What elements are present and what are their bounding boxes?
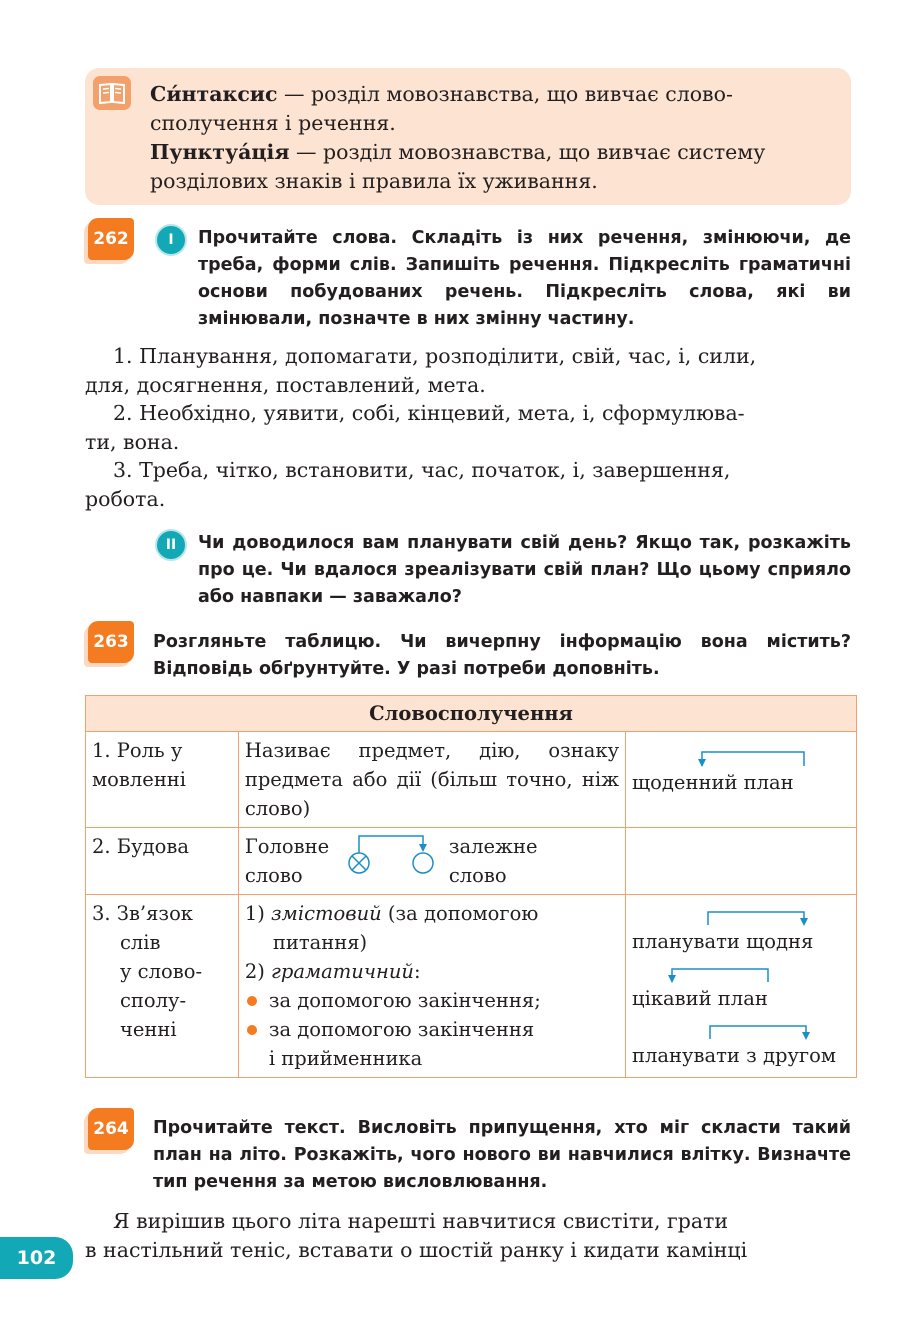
page-number: 102 (0, 1237, 73, 1279)
main-word: Головне слово (244, 835, 330, 887)
item2-term: граматичний (271, 960, 414, 983)
row2-label: 2. Будова (86, 828, 239, 895)
sentence-2b: ти, вона. (85, 429, 180, 454)
exercise-262-sentences (85, 342, 851, 513)
exercise-264-text (85, 1207, 851, 1264)
item1-term: змістовий (271, 902, 382, 925)
item1-rest2: питання) (272, 931, 368, 954)
exercise-262-task-2: Чи доводилося вам планувати свій день? Якщо так, розкажіть про це. Чи вдалося зреалізувати свій план? Що цьому сприяло або навпаки — заважало? (198, 533, 851, 607)
punct-def-2: розділових знаків і правила їх уживання. (150, 169, 598, 193)
exercise-number-262: 262 (88, 218, 134, 260)
row3-examples (626, 895, 857, 1078)
bullet-dot (247, 1025, 257, 1035)
syntax-def-1: — розділ мовознавства, що вивчає слово- (277, 82, 733, 106)
arrow-diagram (666, 966, 786, 984)
punct-def-1: — розділ мовознавства, що вивчає систему (289, 140, 766, 164)
exercise-263-task: Розгляньте таблицю. Чи вичерпну інформацію вона містить? Відповідь обґрунтуйте. У разі потреби доповніть. (153, 632, 851, 679)
item2-number: 2) (244, 960, 272, 983)
exercise-264-task: Прочитайте текст. Висловіть припущення, хто міг скласти такий план на літо. Розкажіть, чого нового ви навчилися влітку. Визначте тип речення за метою висловлювання. (153, 1118, 851, 1192)
arrow-diagram (696, 748, 816, 768)
punct-term: Пунктуа́ція (150, 140, 290, 164)
book-icon (93, 76, 131, 110)
example-2: цікавий план (632, 987, 768, 1010)
bullet-2b: і прийменника (268, 1047, 423, 1070)
sentence-2a: 2. Необхідно, уявити, собі, кінцевий, мета, і, сформулюва- (113, 401, 745, 425)
row3-label-1: 3. Зв’язок (92, 902, 193, 925)
table-header: Словосполучення (86, 696, 857, 732)
sentence-1a: 1. Планування, допомагати, розподілити, свій, час, і, сили, (113, 344, 757, 368)
word-combination-table (85, 695, 857, 1078)
row1-desc: Називає предмет, дію, ознаку предмета або дії (більш точно, ніж слово) (238, 732, 625, 828)
exercise-number-264: 264 (88, 1108, 134, 1150)
row3-label-2: слів (120, 931, 161, 954)
row3-label-5: ченні (120, 1018, 177, 1041)
syntax-def-2: сполучення і речення. (150, 111, 396, 135)
bullet-2a: за допомогою закінчення (268, 1018, 535, 1041)
row3-label-4: сполу- (120, 989, 187, 1012)
row2-empty (626, 828, 857, 895)
bullet-dot (247, 996, 257, 1006)
item2-rest: : (413, 960, 421, 983)
sentence-3b: робота. (85, 486, 166, 511)
example-3: планувати з другом (632, 1044, 837, 1067)
sentence-1b: для, досягнення, поставлений, мета. (85, 372, 486, 397)
text-line-2: в настільний теніс, вставати о шостій ранку і кидати камінці (85, 1237, 748, 1262)
syntax-term: Си́нтаксис (150, 82, 278, 106)
arrow-diagram (706, 1023, 826, 1041)
example-1: планувати щодня (632, 930, 814, 953)
definitions-text (150, 80, 840, 196)
text-line-1: Я вирішив цього літа нарешті навчитися свистіти, грати (113, 1209, 729, 1233)
sentence-3a: 3. Треба, чітко, встановити, час, початок, і, завершення, (113, 458, 731, 482)
bullet-1: за допомогою закінчення; (268, 989, 541, 1012)
arrow-diagram (704, 909, 824, 927)
row2-structure (238, 828, 625, 895)
row1-example-cell (626, 732, 857, 828)
row3-label (86, 895, 239, 1078)
exercise-number-263: 263 (88, 621, 134, 663)
row3-label-3: у слово- (120, 960, 203, 983)
row3-types (238, 895, 625, 1078)
item1-rest: (за допомогою (381, 902, 539, 925)
part-marker-1: I (155, 224, 187, 256)
exercise-262-task: Прочитайте слова. Складіть із них речення, змінюючи, де треба, форми слів. Запишіть речення. Підкресліть граматичні основи побудованих речень. Підкресліть слова, які ви змінювали, позначте в них змінну частину. (198, 228, 851, 329)
structure-diagram (347, 834, 439, 874)
row1-label: 1. Роль у мовленні (86, 732, 239, 828)
row1-example: щоденний план (632, 771, 794, 794)
dependent-word: залежне слово (448, 835, 538, 887)
part-marker-2: II (155, 529, 187, 561)
item1-number: 1) (244, 902, 272, 925)
